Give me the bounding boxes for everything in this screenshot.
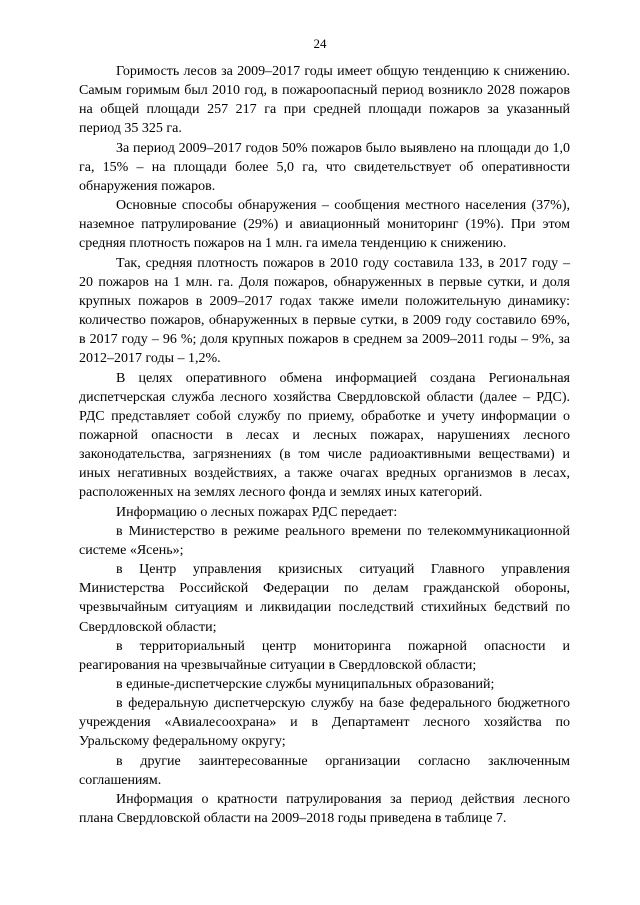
page-number: 24 (313, 36, 327, 51)
paragraph-detection-methods: Основные способы обнаружения – сообщения местного населения (37%), наземное патрулирование (29%) и авиационный мониторинг (19%). При этом средняя плотность пожаров на 1 млн. га имела тенденцию к снижению. (79, 198, 570, 252)
list-item-municipal-services: в единые-диспетчерские службы муниципальных образований; (116, 677, 495, 692)
paragraph-patrol-frequency: Информация о кратности патрулирования за период действия лесного плана Свердловской области на 2009–2018 годы приведена в таблице 7. (79, 791, 570, 827)
list-item-ministry: в Министерство в режиме реального времени по телекоммуникационной системе «Ясень»; (79, 523, 570, 558)
paragraph-rds-description: В целях оперативного обмена информацией создана Региональная диспетчерская служба лесного хозяйства Свердловской области (далее – РДС). РДС представляет собой службу по приему, обработке и учету информации о пожарной опасности в лесах и лесных пожарах, нарушениях лесного законодательства, загрязнениях (в том числе радиоактивными веществами) и иных негативных воздействиях, а также очагах вредных организмов в лесах, расположенных на землях лесного фонда и землях иных категорий. (79, 370, 570, 501)
list-item-monitoring-center: в территориальный центр мониторинга пожарной опасности и реагирования на чрезвычайные ситуации в Свердловской области; (79, 638, 570, 673)
paragraph-fire-area-detection: За период 2009–2017 годов 50% пожаров было выявлено на площади до 1,0 га, 15% – на площади более 5,0 га, что свидетельствует об оперативности обнаружения пожаров. (79, 140, 570, 194)
list-item-other-organizations: в другие заинтересованные организации согласно заключенным соглашениям. (79, 753, 570, 788)
paragraph-fire-density: Так, средняя плотность пожаров в 2010 году составила 133, в 2017 году – 20 пожаров на 1 млн. га. Доля пожаров, обнаруженных в первые сутки, и доля крупных пожаров в 2009–2017 годах также имели положительную динамику: количество пожаров, обнаруженных в первые сутки, в 2009 году составило 69%, в 2017 году – 96 %; доля крупных пожаров в среднем за 2009–2011 годы – 9%, за 2012–2017 годы – 1,2%. (79, 255, 570, 367)
text-body (79, 62, 570, 828)
paragraph-rds-transmits: Информацию о лесных пожарах РДС передает: (116, 504, 398, 520)
list-item-crisis-center: в Центр управления кризисных ситуаций Главного управления Министерства Российской Федерации по делам гражданской обороны, чрезвычайным ситуациям и ликвидации последствий стихийных бедствий по Свердловской области; (79, 562, 570, 635)
paragraph-forest-fire-frequency: Горимость лесов за 2009–2017 годы имеет общую тенденцию к снижению. Самым горимым был 2010 год, в пожароопасный период возникло 2028 пожаров на общей площади 257 217 га при средней площади пожаров за указанный период 35 325 га. (79, 64, 570, 137)
list-item-federal-service: в федеральную диспетчерскую службу на базе федерального бюджетного учреждения «Авиалесоохрана» и в Департамент лесного хозяйства по Уральскому федеральному округу; (79, 696, 570, 750)
